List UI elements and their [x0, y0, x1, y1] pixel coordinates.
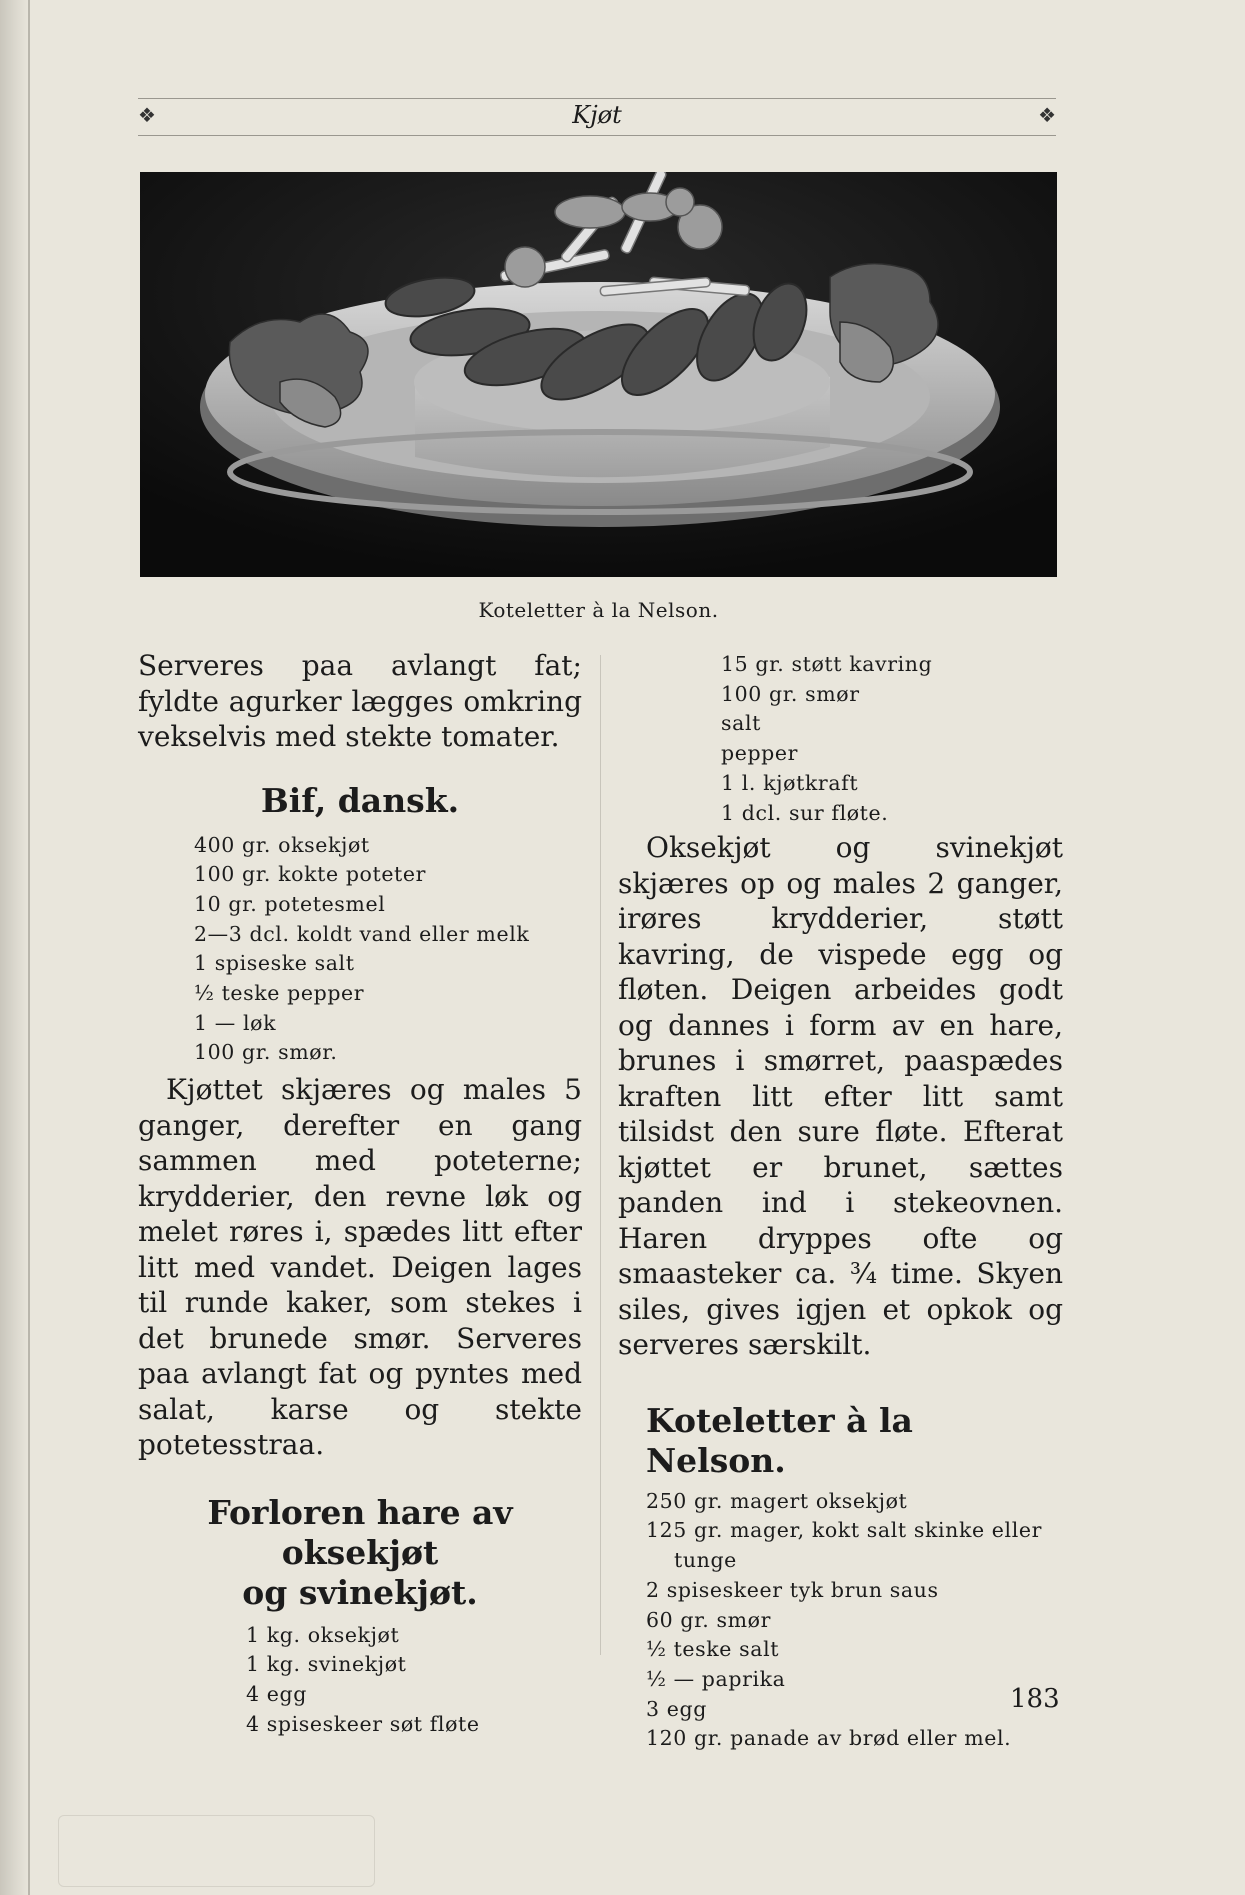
running-header — [138, 98, 1056, 136]
hare-title-line1: Forloren hare av oksekjøt — [207, 1492, 513, 1572]
right-column — [618, 650, 1063, 1754]
ingredient-item: 10 gr. potetesmel — [194, 891, 386, 916]
ingredient-item: 100 gr. smør. — [194, 1040, 338, 1065]
bif-ingredients — [194, 831, 582, 1069]
header-title: Kjøt — [572, 101, 622, 129]
ingredient-item: 100 gr. kokte poteter — [194, 862, 427, 887]
ingredient-item: ½ teske pepper — [194, 981, 365, 1006]
gutter-line — [28, 0, 30, 1895]
ingredient-item: 4 egg — [246, 1682, 307, 1707]
hare-method: Oksekjøt og svinekjøt skjæres op og males 2 ganger, irøres krydderier, støtt kavring, de vispede egg og fløten. Deigen arbeides godt og dannes i form av en hare, brunes i smørret, paaspædes kraften litt efter litt samt tilsidst den sure fløte. Efterat kjøttet er brunet, sættes panden ind i stekeovnen. Haren dryppes ofte og smaasteker ca. ¾ time. Skyen siles, gives igjen et opkok og serveres særskilt. — [618, 831, 1063, 1362]
ingredient-item: salt — [721, 711, 761, 736]
nelson-title: Koteletter à la Nelson. — [646, 1400, 913, 1480]
dish-photo — [140, 172, 1057, 577]
column-divider — [600, 655, 601, 1655]
hare-ingredients-continued — [721, 650, 1063, 828]
ingredient-item: ½ — paprika — [646, 1666, 786, 1691]
left-column — [138, 648, 582, 1739]
ingredient-item: 100 gr. smør — [721, 681, 860, 706]
ingredient-item: 1 kg. svinekjøt — [246, 1652, 407, 1677]
nelson-ingredients — [646, 1487, 1063, 1754]
ingredient-item: pepper — [721, 741, 799, 766]
ingredient-item: ½ teske salt — [646, 1637, 780, 1662]
ingredient-item: 3 egg — [646, 1696, 707, 1721]
ornament-right-icon: ❖ — [1038, 103, 1056, 127]
ingredient-item: 250 gr. magert oksekjøt — [646, 1488, 908, 1513]
ingredient-item: 1 l. kjøtkraft — [721, 770, 859, 795]
ornament-left-icon: ❖ — [138, 103, 156, 127]
ingredient-item: 125 gr. mager, kokt salt skinke eller — [646, 1518, 1042, 1543]
ingredient-item: 400 gr. oksekjøt — [194, 832, 370, 857]
ingredient-item: 15 gr. støtt kavring — [721, 652, 933, 676]
bif-title: Bif, dansk. — [260, 780, 460, 820]
ingredient-item: 1 — løk — [194, 1010, 277, 1035]
bif-method: Kjøttet skjæres og males 5 ganger, derefter en gang sammen med poteterne; krydderier, den revne løk og melet røres i, spædes litt efter litt med vandet. Deigen lages til runde kaker, som stekes i det brunede smør. Serveres paa avlangt fat og pyntes med salat, karse og stekte potetesstraa. — [138, 1073, 582, 1462]
hare-title-line2: og svinekjøt. — [242, 1572, 478, 1612]
book-gutter — [0, 0, 30, 1895]
paper-smudge — [58, 1815, 375, 1887]
intro-paragraph: Serveres paa avlangt fat; fyldte agurker lægges omkring vekselvis med stekte tomater. — [138, 649, 582, 753]
ingredient-item: 1 dcl. sur fløte. — [721, 800, 889, 825]
hare-ingredients — [246, 1621, 582, 1740]
ingredient-item: 120 gr. panade av brød eller mel. — [646, 1726, 1012, 1751]
ingredient-item: 2 spiseskeer tyk brun saus — [646, 1577, 939, 1602]
page-number: 183 — [1010, 1684, 1060, 1714]
ingredient-item: 4 spiseskeer søt fløte — [246, 1711, 480, 1736]
ingredient-item: tunge — [674, 1548, 737, 1573]
photo-caption: Koteletter à la Nelson. — [478, 598, 719, 622]
ingredient-item: 2—3 dcl. koldt vand eller melk — [194, 921, 530, 946]
ingredient-item: 1 spiseske salt — [194, 951, 355, 976]
ingredient-item: 1 kg. oksekjøt — [246, 1622, 400, 1647]
ingredient-item: 60 gr. smør — [646, 1607, 772, 1632]
